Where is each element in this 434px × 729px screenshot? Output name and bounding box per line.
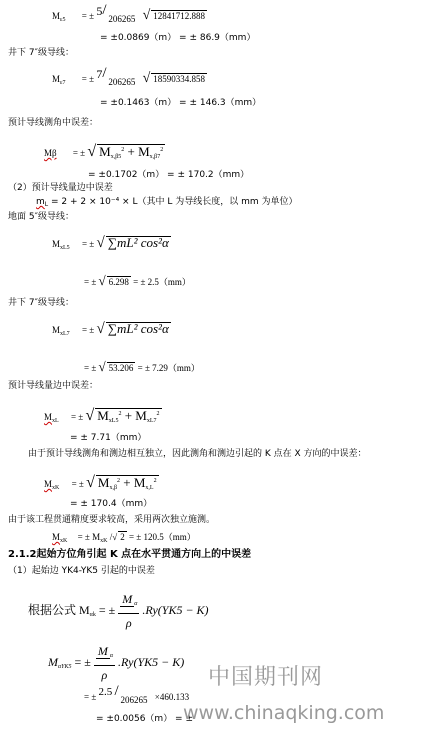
result-line: = ±0.0056（m） = ± <box>96 714 194 724</box>
section-label: 地面 5″级导线： <box>8 212 74 222</box>
subsection-label: （2）预计导线量边中误差 <box>8 183 113 193</box>
watermark-cn: 中国期刊网 <box>208 665 324 690</box>
fraction: 2.5 / 206265 <box>98 683 148 705</box>
eq-final-xk: $M_{xK}$ = ± $M_{xK}$ /√ 2 = ± 120.5（mm） <box>52 532 196 544</box>
eq-m-beta: Mβ = ± √ $M_{x,\beta 5}^2 + M_{x,\beta 7}^2$ <box>44 144 165 163</box>
section-label: 井下 7″级导线： <box>8 298 74 308</box>
result-line: = ±0.1702（m） = ± 170.2（mm） <box>88 170 250 180</box>
section-label: 预计导线测角中误差： <box>8 118 99 128</box>
fraction: 5 / 206265 <box>96 2 136 24</box>
result-line: = ±0.0869（m） = ± 86.9（mm） <box>100 33 256 43</box>
result-line: = ± 7.71（mm） <box>70 433 147 443</box>
eq-m-xl: $M_{xL}$ = ± √ $M_{xL5}^2 + M_{xL7}^2$ <box>44 408 162 427</box>
paragraph: 由于该工程贯通精度要求较高，采用两次独立施测。 <box>8 515 216 525</box>
eq-m-e5: $M_{\varepsilon 5}$ = ± 5 / 206265 √ 12841712.888 <box>52 2 205 24</box>
eq-m-e7: $M_{\varepsilon 7}$ = ± 7 / 206265 √ 18590334.858 <box>52 65 205 87</box>
eq-m-xl7: $M_{xL7}$ = ± √ ∑mL² cos²α <box>52 321 169 337</box>
eq-calc: = ± 2.5 / 206265 ×460.133 <box>84 683 190 705</box>
eq-m-ayk5: $M_{\alpha YK5}$ = ± $\frac{M _\alpha}{\rho}$ .Ry(YK5 − K) <box>48 644 185 682</box>
eq-m-xk: $M_{xK}$ = ± √ $M_{x,\beta}^2 + M_{x,L}^2$ <box>44 475 159 494</box>
paragraph: 由于预计导线测角和测边相互独立，因此测角和测边引起的 K 点在 X 方向的中误差： <box>28 449 367 459</box>
section-label: 预计导线量边中误差： <box>8 381 99 391</box>
fraction: $\frac{M _\alpha}{\rho}$ <box>94 642 115 684</box>
fraction: 7 / 206265 <box>96 65 136 87</box>
section-heading: 2.1.2起始方位角引起 K 点在水平贯通方向上的中误差 <box>8 549 252 560</box>
section-label: 井下 7″级导线： <box>8 48 74 58</box>
eq-m-xl5: $M_{xL5}$ = ± √ ∑mL² cos²α <box>52 235 169 251</box>
result-line: = ± 170.4（mm） <box>70 499 153 509</box>
fraction: $\frac{M _\alpha}{\rho}$ <box>118 590 139 632</box>
result-line: = ±0.1463（m） = ± 146.3（mm） <box>100 98 262 108</box>
eq-result: = ± √ 53.206 = ± 7.29（mm） <box>84 359 200 374</box>
eq-result: = ± √ 6.298 = ± 2.5（mm） <box>84 273 191 288</box>
formula-line: $m_L = 2 + 2 \times 10^{-4} \times L$（其中 L 为导线长度，以 mm 为单位） <box>36 197 298 208</box>
subsection-label: （1）起始边 YK4-YK5 引起的中误差 <box>8 566 155 576</box>
watermark-url: www.chinaqking.com <box>183 702 385 724</box>
eq-formula: 根据公式 $M_{\alpha k}$ = ± $\frac{M _\alpha}{\rho}$ .Ry(YK5 − K) <box>28 592 209 630</box>
